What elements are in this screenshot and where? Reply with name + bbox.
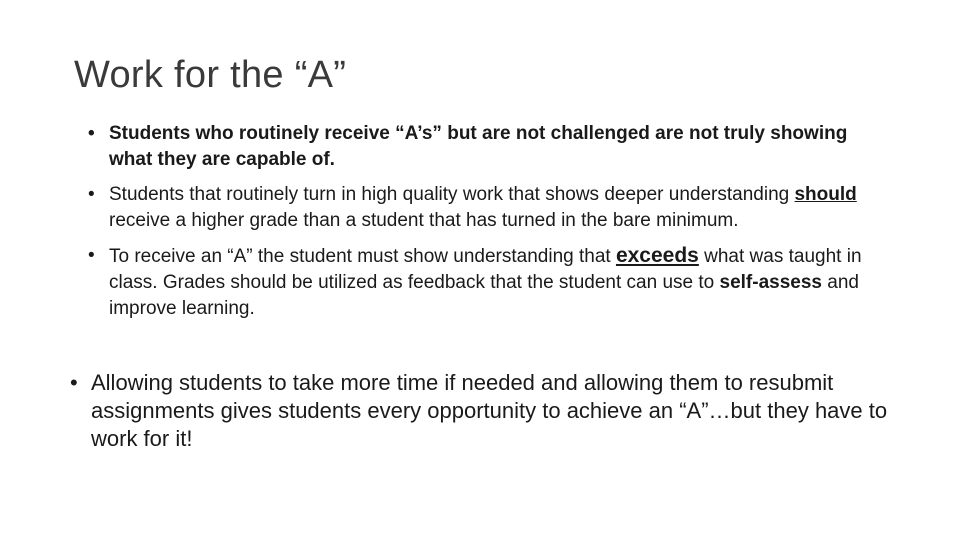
sub-bullet-3-bold-term: self-assess <box>719 272 822 293</box>
sub-bullet-3-text-start: To receive an “A” the student must show understanding that <box>109 246 616 267</box>
bullet-icon: • <box>88 184 95 205</box>
bullet-icon: • <box>88 245 95 266</box>
main-bullet-1-text: Allowing students to take more time if needed and allowing them to resubmit assignments gives students every opportunity to achieve an “A”…but they have to work for it! <box>91 370 888 451</box>
sub-bullet-1 <box>88 121 888 173</box>
sub-bullet-2-text-start: Students that routinely turn in high quality work that shows deeper understanding <box>109 184 795 205</box>
sub-bullet-list <box>88 121 888 331</box>
sub-bullet-1-text: Students who routinely receive “A’s” but are not challenged are not truly showing what they are capable of. <box>109 123 848 170</box>
sub-bullet-2-text-end: receive a higher grade than a student that has turned in the bare minimum. <box>109 210 739 231</box>
bullet-icon: • <box>88 123 95 144</box>
slide-title: Work for the “A” <box>74 54 347 96</box>
main-bullet-1 <box>70 369 900 453</box>
bullet-icon: • <box>70 370 78 395</box>
sub-bullet-3-text-end: and improve learning. <box>109 272 859 319</box>
sub-bullet-3-emphasis: exceeds <box>615 244 699 267</box>
sub-bullet-2 <box>88 182 888 234</box>
sub-bullet-2-emphasis: should <box>794 184 857 205</box>
sub-bullet-3-text-middle: what was taught in class. Grades should be utilized as feedback that the student can use to <box>109 246 862 293</box>
sub-bullet-3 <box>88 243 888 322</box>
main-bullet-list <box>70 369 900 453</box>
